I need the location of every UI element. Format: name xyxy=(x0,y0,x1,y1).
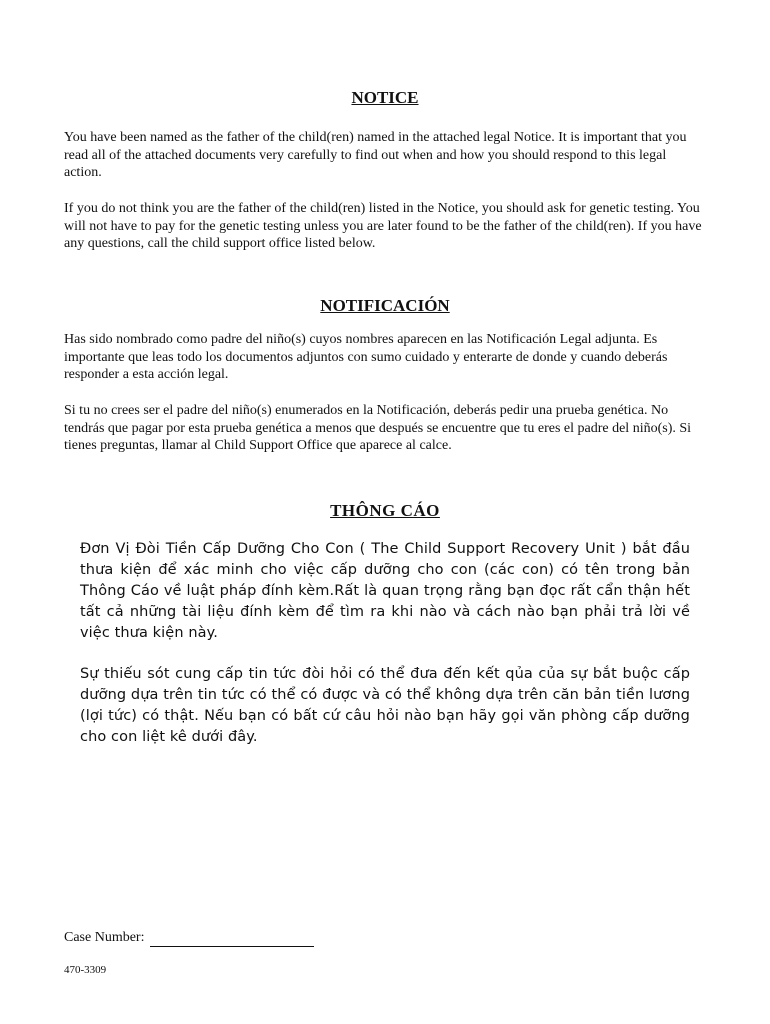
thong-cao-heading: THÔNG CÁO xyxy=(330,501,440,520)
notificacion-heading: NOTIFICACIÓN xyxy=(320,296,450,315)
spanish-paragraph-2: Si tu no crees ser el padre del niño(s) enumerados en la Notificación, deberás pedir una prueba genética. No tendrás que pagar por esta prueba genética a menos que después se encuentre que tu eres el padre del niño(s). Si tienes preguntas, llamar al Child Support Office que aparece al calce. xyxy=(64,403,692,453)
form-number: 470-3309 xyxy=(64,964,107,976)
case-number-field[interactable] xyxy=(150,933,314,947)
vietnamese-paragraph-2: Sự thiếu sót cung cấp tin tức đòi hỏi có thể đưa đến kết qủa của sự bắt buộc cấp dưỡng dựa trên tin tức có thể có được và có thể không dựa trên căn bản tiền lương (lợi tức) có thật. Nếu bạn có bất cứ câu hỏi nào bạn hãy gọi văn phòng cấp dưỡng cho con liệt kê dưới đây. xyxy=(80,666,690,745)
english-paragraph-1: You have been named as the father of the child(ren) named in the attached legal Notice. It is important that you read all of the attached documents very carefully to find out when and how you should respond to this legal action. xyxy=(64,130,687,180)
spanish-paragraph-1: Has sido nombrado como padre del niño(s) cuyos nombres aparecen en las Notificación Legal adjunta. Es importante que leas todo los documentos adjuntos con sumo cuidado y enterarte de donde y cuando deberás responder a esta acción legal. xyxy=(64,332,668,382)
case-number-label: Case Number: xyxy=(64,930,145,945)
case-number-row xyxy=(64,929,314,947)
vietnamese-paragraph-1: Đơn Vị Đòi Tiền Cấp Dưỡng Cho Con ( The Child Support Recovery Unit ) bắt đầu thưa kiện để xác minh cho việc cấp dưỡng cho con (các con) có tên trong bản Thông Cáo về luật pháp đính kèm.Rất là quan trọng rằng bạn đọc rất cẩn thận hết tất cả những tài liệu đính kèm để tìm ra khi nào và cách nào bạn phải trả lời về việc thưa kiện này. xyxy=(80,541,690,641)
notice-heading: NOTICE xyxy=(351,88,419,107)
english-paragraph-2: If you do not think you are the father of the child(ren) listed in the Notice, you should ask for genetic testing. You will not have to pay for the genetic testing unless you are later found to be the father of the child(ren). If you have any questions, call the child support office listed below. xyxy=(64,201,702,251)
